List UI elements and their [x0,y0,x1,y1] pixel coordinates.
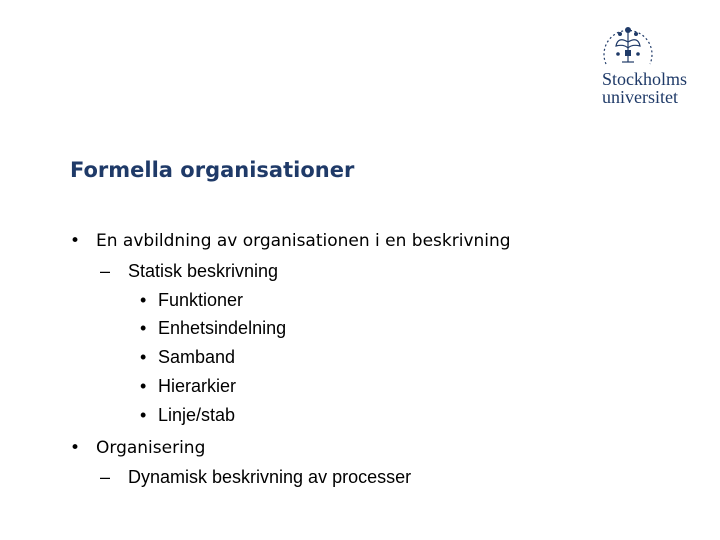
sub-bullet-text: Dynamisk beskrivning av processer [128,467,412,487]
bullet-text: Organisering [96,438,206,458]
bullet-marker: • [70,438,81,458]
sub-sub-bullet-item [140,347,235,368]
sub-sub-bullet-text: Funktioner [158,290,244,310]
sub-sub-bullet-item [140,318,286,339]
sub-bullet-item [100,261,279,282]
dash-marker: – [100,261,111,281]
sub-sub-bullet-item [140,376,236,397]
bullet-text: En avbildning av organisationen i en beskrivning [96,231,511,251]
bullet-marker: • [140,318,147,338]
sub-sub-bullet-text: Samband [158,347,236,367]
sub-bullet-item [100,467,412,488]
sub-bullet-text: Statisk beskrivning [128,261,279,281]
sub-sub-bullet-item [140,290,243,311]
logo-text-line-2: universitet [602,87,678,107]
stockholms-universitet-logo [598,18,688,122]
logo-text-line-1: Stockholms [602,69,688,89]
bullet-marker: • [70,231,81,251]
bullet-item [70,231,511,251]
sub-sub-bullet-item [140,405,235,426]
sub-sub-bullet-text: Hierarkier [158,376,237,396]
dash-marker: – [100,467,111,487]
sub-sub-bullet-text: Enhetsindelning [158,318,287,338]
bullet-marker: • [140,376,147,396]
bullet-marker: • [140,290,147,310]
bullet-marker: • [140,405,147,425]
bullet-marker: • [140,347,147,367]
sub-sub-bullet-text: Linje/stab [158,405,236,425]
slide-title: Formella organisationer [70,158,355,182]
university-seal-icon [598,18,658,74]
bullet-item [70,438,205,458]
